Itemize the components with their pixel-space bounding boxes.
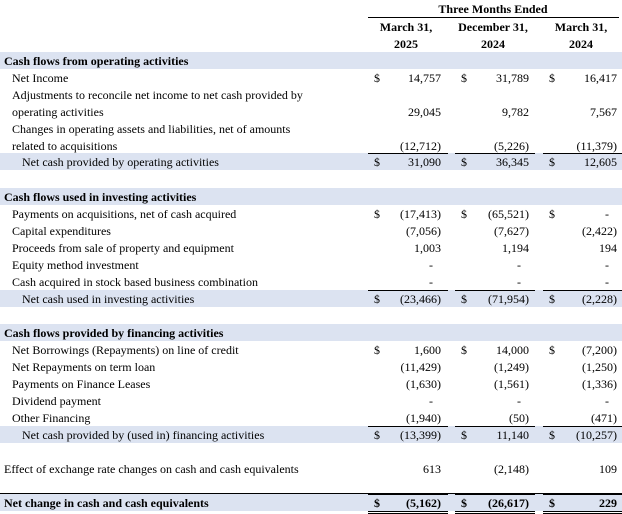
row-label: Changes in operating assets and liabilities, net of amounts [12,122,291,136]
cell-value: (12,712) [400,139,441,153]
currency-symbol: $ [461,343,467,357]
currency-symbol: $ [549,207,555,221]
total-rule [543,494,622,495]
cell-value: (13,399) [400,428,441,442]
cell-value: - [429,394,433,408]
cell-value: - [517,394,521,408]
cell-value: (1,630) [406,377,441,391]
currency-symbol: $ [549,428,555,442]
currency-symbol: $ [549,71,555,85]
period-group-underline [368,17,619,18]
currency-symbol: $ [374,71,380,85]
subtotal-rule [455,290,535,291]
cell-value: 1,600 [414,343,441,357]
cell-value: (7,627) [494,224,529,238]
cell-value: (1,250) [582,360,617,374]
row-label: Equity method investment [12,258,139,272]
cell-value: 36,345 [496,155,529,169]
subtotal-rule [455,426,535,427]
cell-value: 109 [599,462,617,476]
cell-value: 29,045 [408,105,441,119]
column-heading-line1: March 31, [379,20,433,34]
row-label: Other Financing [12,411,91,425]
subtotal-rule [543,153,622,154]
cell-value: - [429,258,433,272]
total-rule [455,494,535,495]
section-heading: Cash flows used in investing activities [4,190,197,204]
subtotal-rule [368,426,448,427]
cell-value: - [605,207,609,221]
cell-value: (1,940) [406,411,441,425]
currency-symbol: $ [374,155,380,169]
currency-symbol: $ [374,292,380,306]
cell-value: (23,466) [400,292,441,306]
subtotal-rule [455,153,535,154]
cell-value: (11,379) [576,139,617,153]
row-label: Cash acquired in stock based business combination [12,275,258,289]
cell-value: 31,789 [496,71,529,85]
row-label: Payments on Finance Leases [12,377,151,391]
cell-value: (1,561) [494,377,529,391]
subtotal-rule [368,153,448,154]
cell-value: (26,617) [488,496,529,510]
cell-value: (2,228) [582,292,617,306]
cell-value: - [517,275,521,289]
cell-value: (471) [591,411,617,425]
subtotal-rule [543,290,622,291]
currency-symbol: $ [461,155,467,169]
cell-value: - [605,394,609,408]
column-heading-line2: 2025 [394,37,418,51]
section-heading: Cash flows from operating activities [4,54,189,68]
currency-symbol: $ [549,292,555,306]
currency-symbol: $ [374,343,380,357]
cell-value: (2,422) [582,224,617,238]
currency-symbol: $ [374,428,380,442]
cell-value: 14,000 [496,343,529,357]
cell-value: - [605,275,609,289]
currency-symbol: $ [461,428,467,442]
currency-symbol: $ [374,496,380,510]
row-label-continued: related to acquisitions [12,139,118,153]
cell-value: (7,200) [582,343,617,357]
row-label-continued: operating activities [12,105,104,119]
cell-value: (7,056) [406,224,441,238]
cell-value: 14,757 [408,71,441,85]
cell-value: 229 [599,496,617,510]
currency-symbol: $ [549,155,555,169]
row-label: Net cash provided by (used in) financing activities [22,428,265,442]
grand-total-top-rule [0,493,622,494]
cell-value: 1,194 [502,241,529,255]
currency-symbol: $ [374,207,380,221]
cell-value: (1,336) [582,377,617,391]
row-label: Net Borrowings (Repayments) on line of credit [12,343,239,357]
cell-value: 7,567 [590,105,617,119]
subtotal-rule [368,290,448,291]
row-label: Payments on acquisitions, net of cash acquired [12,207,237,221]
column-heading-line2: 2024 [481,37,505,51]
cell-value: (65,521) [488,207,529,221]
cell-value: 9,782 [502,105,529,119]
cell-value: 1,003 [414,241,441,255]
cell-value: 16,417 [584,71,617,85]
cell-value: (71,954) [488,292,529,306]
row-label: Net cash provided by operating activities [22,155,219,169]
subtotal-rule [543,426,622,427]
cell-value: (50) [509,411,529,425]
cell-value: 613 [423,462,441,476]
cell-value: 31,090 [408,155,441,169]
cell-value: - [429,275,433,289]
currency-symbol: $ [461,496,467,510]
cell-value: (11,429) [400,360,441,374]
cell-value: 12,605 [584,155,617,169]
column-heading-line2: 2024 [569,37,593,51]
row-label: Adjustments to reconcile net income to net cash provided by [12,88,303,102]
section-heading: Cash flows provided by financing activities [4,326,224,340]
row-label: Dividend payment [12,394,101,408]
cell-value: (5,226) [494,139,529,153]
currency-symbol: $ [549,496,555,510]
row-label: Proceeds from sale of property and equipment [12,241,234,255]
cell-value: 194 [599,241,617,255]
row-label: Net Income [12,71,69,85]
row-label: Net cash used in investing activities [22,292,195,306]
total-rule [368,494,448,495]
row-label: Effect of exchange rate changes on cash and cash equivalents [4,462,299,476]
row-label: Capital expenditures [12,224,111,238]
row-label: Net change in cash and cash equivalents [4,496,209,510]
period-group-heading: Three Months Ended [438,2,548,16]
cell-value: - [605,258,609,272]
cell-value: (1,249) [494,360,529,374]
cell-value: (10,257) [576,428,617,442]
cell-value: - [517,258,521,272]
column-heading-line1: December 31, [458,20,528,34]
cell-value: (2,148) [494,462,529,476]
currency-symbol: $ [549,343,555,357]
cell-value: (5,162) [406,496,441,510]
row-label: Net Repayments on term loan [12,360,156,374]
currency-symbol: $ [461,71,467,85]
cell-value: 11,140 [496,428,529,442]
column-heading-line1: March 31, [554,20,608,34]
cell-value: (17,413) [400,207,441,221]
currency-symbol: $ [461,292,467,306]
currency-symbol: $ [461,207,467,221]
